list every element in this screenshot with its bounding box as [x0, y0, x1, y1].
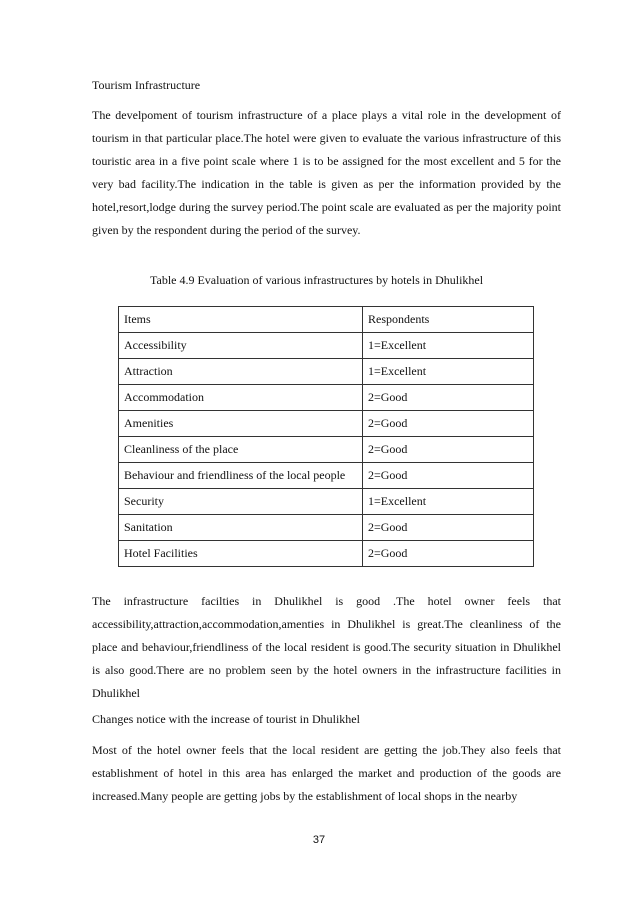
table-cell-item: Sanitation [119, 515, 363, 541]
column-header-items: Items [119, 307, 363, 333]
table-cell-item: Hotel Facilities [119, 541, 363, 567]
table-cell-item: Attraction [119, 359, 363, 385]
table-row [119, 385, 534, 411]
table-row [119, 437, 534, 463]
intro-paragraph: The develpoment of tourism infrastructure of a place plays a vital role in the development of tourism in that particular place.The hotel were given to evaluate the various infrastructure of this touristic area in a five point scale where 1 is to be assigned for the most excellent and 5 for the very bad facility.The indication in the table is given as per the information provided by the hotel,resort,lodge during the survey period.The point scale are evaluated as per the majority point given by the respondent during the period of the survey. [92, 108, 561, 237]
changes-paragraph: Most of the hotel owner feels that the local resident are getting the job.They also feels that establishment of hotel in this area has enlarged the market and production of the goods are increased.Many people are getting jobs by the establishment of local shops in the nearby [92, 743, 561, 803]
findings-paragraph: The infrastructure facilties in Dhulikhel is good .The hotel owner feels that accessibility,attraction,accommodation,amenties in Dhulikhel is great.The cleanliness of the place and behaviour,friendliness of the local resident is good.The security situation in Dhulikhel is also good.There are no problem seen by the hotel owners in the infrastructure facilities in Dhulikhel [92, 594, 561, 700]
table-row [119, 359, 534, 385]
table-cell-item: Accommodation [119, 385, 363, 411]
table-cell-rating: 2=Good [363, 385, 534, 411]
table-cell-rating: 2=Good [363, 541, 534, 567]
table-row [119, 541, 534, 567]
table-cell-item: Behaviour and friendliness of the local people [119, 463, 363, 489]
table-cell-rating: 1=Excellent [363, 359, 534, 385]
table-row [119, 515, 534, 541]
table-cell-rating: 2=Good [363, 411, 534, 437]
table-row [119, 463, 534, 489]
table-header-row [119, 307, 534, 333]
table-cell-item: Cleanliness of the place [119, 437, 363, 463]
table-cell-rating: 2=Good [363, 463, 534, 489]
section-heading: Tourism Infrastructure [92, 78, 201, 92]
table-row [119, 333, 534, 359]
table-caption: Table 4.9 Evaluation of various infrastructures by hotels in Dhulikhel [150, 273, 484, 287]
table-cell-item: Security [119, 489, 363, 515]
subsection-heading: Changes notice with the increase of tourist in Dhulikhel [92, 712, 360, 726]
table-cell-rating: 1=Excellent [363, 333, 534, 359]
table-cell-item: Amenities [119, 411, 363, 437]
table-row [119, 489, 534, 515]
table-cell-item: Accessibility [119, 333, 363, 359]
page-number: 37 [312, 834, 326, 846]
column-header-respondents: Respondents [363, 307, 534, 333]
table-cell-rating: 1=Excellent [363, 489, 534, 515]
table-cell-rating: 2=Good [363, 515, 534, 541]
table-cell-rating: 2=Good [363, 437, 534, 463]
infrastructure-table [118, 306, 534, 567]
table-row [119, 411, 534, 437]
